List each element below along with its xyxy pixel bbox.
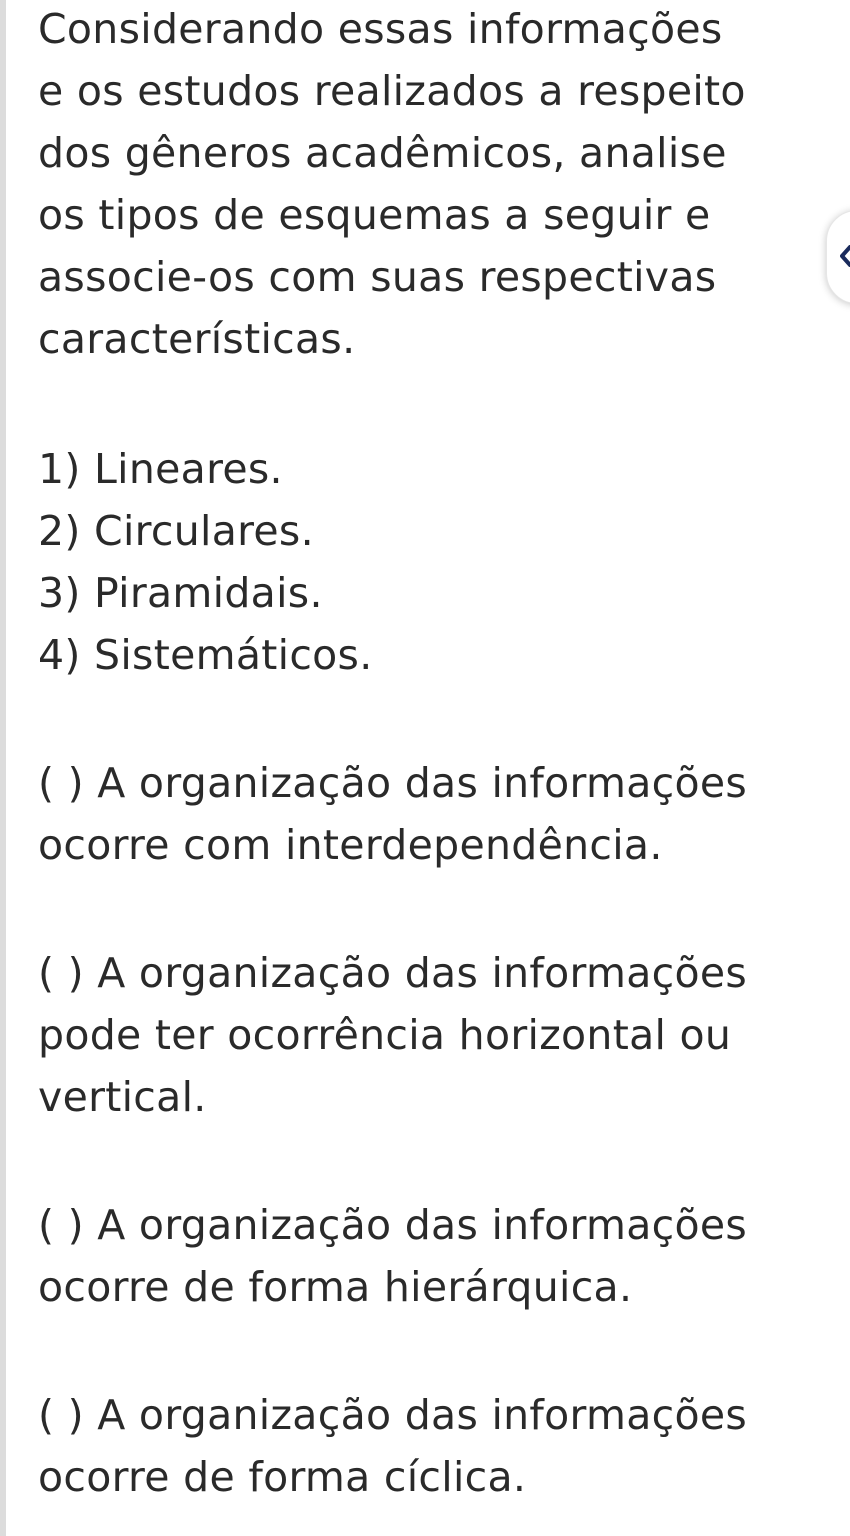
statement-2-line-3: vertical. — [38, 1073, 207, 1121]
option-1: 1) Lineares. — [38, 445, 283, 493]
option-4: 4) Sistemáticos. — [38, 631, 373, 679]
option-2: 2) Circulares. — [38, 507, 314, 555]
statement-3-line-2: ocorre de forma hierárquica. — [38, 1263, 633, 1311]
intro-line-6: características. — [38, 315, 356, 363]
statement-1-line-2: ocorre com interdependência. — [38, 821, 663, 869]
statement-1-line-1: ( ) A organização das informações — [38, 759, 748, 807]
intro-line-2: e os estudos realizados a respeito — [38, 67, 746, 115]
statement-2-line-2: pode ter ocorrência horizontal ou — [38, 1011, 732, 1059]
left-border — [0, 0, 6, 1536]
option-3: 3) Piramidais. — [38, 569, 323, 617]
intro-line-5: associe-os com suas respectivas — [38, 253, 717, 301]
chevron-left-icon — [840, 245, 850, 267]
question-text — [38, 0, 850, 1536]
statement-4-line-2: ocorre de forma cíclica. — [38, 1453, 527, 1501]
statement-4-line-1: ( ) A organização das informações — [38, 1391, 748, 1439]
statement-2-line-1: ( ) A organização das informações — [38, 949, 748, 997]
intro-line-1: Considerando essas informações — [38, 5, 723, 53]
intro-line-4: os tipos de esquemas a seguir e — [38, 191, 711, 239]
statement-3-line-1: ( ) A organização das informações — [38, 1201, 748, 1249]
intro-line-3: dos gêneros acadêmicos, analise — [38, 129, 727, 177]
